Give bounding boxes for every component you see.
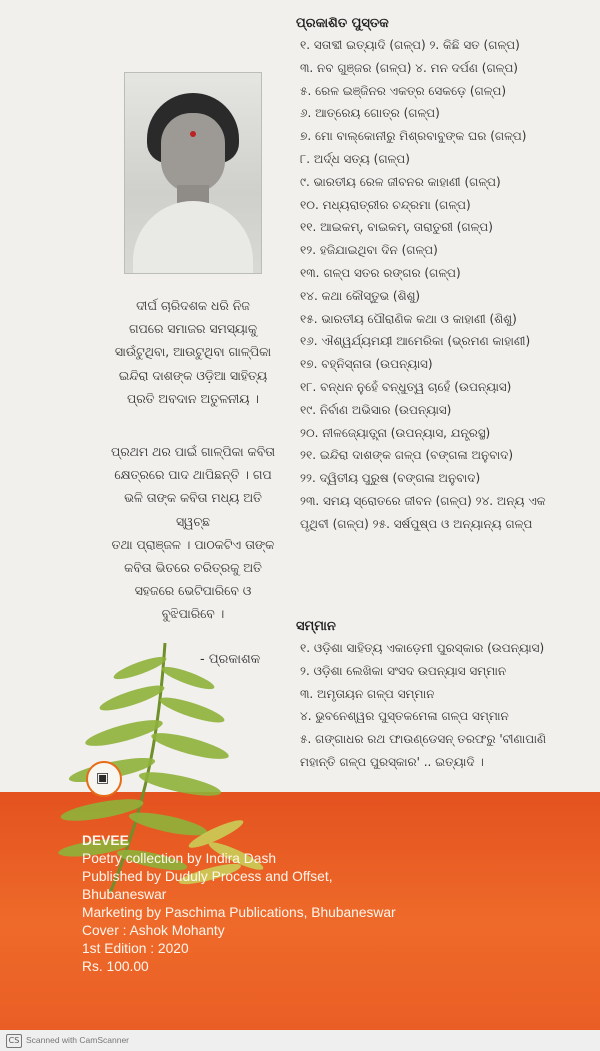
book-item: ୧୨. ହଜିଯାଇଥିବା ଦିନ (ଗଳ୍ପ) bbox=[300, 243, 438, 258]
book-item: ୧୦. ମଧ୍ୟରାତ୍ରୀର ଚନ୍ଦ୍ରମା (ଗଳ୍ପ) bbox=[300, 197, 471, 212]
book-item: ୧୧. ଆଇକମ୍, ବାଇକମ୍, ତାରାତୁରୀ (ଗଳ୍ପ) bbox=[300, 220, 493, 235]
author-photo bbox=[124, 72, 262, 274]
book-item: ୫. ରେଳ ଇଞ୍ଜିନର ଏକତ୍ର ସେକଡ଼େ (ଗଳ୍ପ) bbox=[300, 83, 507, 98]
book-item: ୧. ସତାବ୍ଦୀ ଇତ୍ୟାଦି (ଗଳ୍ପ) ୨. କିଛି ସତ (ଗଳ୍ପ) bbox=[300, 38, 520, 52]
book-item: ୮. ଅର୍ଦ୍ଧ ସତ୍ୟ (ଗଳ୍ପ) bbox=[300, 151, 410, 166]
awards-heading: ସମ୍ମାନ bbox=[296, 619, 336, 634]
award-item: ୧. ଓଡ଼ିଶା ସାହିତ୍ୟ ଏକାଡ଼େମୀ ପୁରସ୍କାର (ଉପନ୍ୟାସ) bbox=[300, 641, 545, 655]
scanner-footer bbox=[0, 1030, 600, 1051]
publisher-signature: - ପ୍ରକାଶକ bbox=[200, 652, 261, 667]
book-item: ୭. ମୋ ବାଲ୍କୋନୀରୁ ମିଶ୍ରବାବୁଙ୍କ ଘର (ଗଳ୍ପ) bbox=[300, 129, 527, 144]
scanner-watermark-text: Scanned with CamScanner bbox=[26, 1035, 130, 1045]
book-item: ୧୬. ଐଶ୍ୱର୍ଯ୍ୟମୟୀ ଆମେରିକା (ଭ୍ରମଣ କାହାଣୀ) bbox=[300, 334, 531, 349]
credits-title: DEVEE bbox=[82, 833, 129, 848]
description-paragraph-1 bbox=[108, 294, 278, 410]
book-item: ୨୨. ଦ୍ୱିତୀୟ ପୁରୁଷ (ବଙ୍ଗଳା ଅନୁବାଦ) bbox=[300, 471, 481, 486]
credits-line: Marketing by Paschima Publications, Bhubaneswar bbox=[82, 905, 396, 920]
book-item: ୩. ନବ ଗୁଞ୍ଜର (ଗଳ୍ପ) ୪. ମନ ଦର୍ପଣ (ଗଳ୍ପ) bbox=[300, 60, 518, 75]
award-item: ୨. ଓଡ଼ିଶା ଲେଖିକା ସଂସଦ ଉପନ୍ୟାସ ସମ୍ମାନ bbox=[300, 663, 507, 678]
credits-line: Published by Duduly Process and Offset, bbox=[82, 869, 333, 884]
book-item: ୧୫. ଭାରତୀୟ ପୌରାଣିକ କଥା ଓ କାହାଣୀ (ଶିଶୁ) bbox=[300, 311, 517, 326]
published-books-section bbox=[296, 16, 592, 536]
award-item: ୩. ଅମୃତାୟନ ଗଳ୍ପ ସମ୍ମାନ bbox=[300, 686, 435, 701]
description-line: ପ୍ରଥମ ଥର ପାଇଁ ଗାଳ୍ପିକା କବିତା bbox=[110, 444, 275, 459]
book-item: ୧୩. ଗଳ୍ପ ସତର ରଙ୍ଗର (ଗଳ୍ପ) bbox=[300, 265, 461, 280]
book-item: ପୃଥିବୀ (ଗଳ୍ପ) ୨୫. ସର୍ଷପୁଷ୍ପ ଓ ଅନ୍ୟାନ୍ୟ ଗଳ୍ପ bbox=[300, 516, 533, 531]
description-line: ଗପରେ ସମାଜର ସମସ୍ୟାକୁ bbox=[128, 321, 258, 337]
description-line: କବିତା ଭିତରେ ଚରିତ୍ରକୁ ଅତି bbox=[124, 560, 262, 576]
description-line: ବୁଝିପାରିବେ । bbox=[161, 606, 225, 622]
book-item: ୧୪. କଥା କୌସ୍ତୁଭ (ଶିଶୁ) bbox=[300, 288, 421, 303]
book-item: ୨୩. ସମୟ ସ୍ରୋତରେ ଜୀବନ (ଗଳ୍ପ) ୨୪. ଅନ୍ୟ ଏକ bbox=[300, 493, 546, 508]
description-line: ସହଜରେ ଭେଟିପାରିବେ ଓ bbox=[134, 583, 252, 599]
awards-section bbox=[296, 619, 592, 774]
book-item: ୧୮. ବନ୍ଧନ ନୁହେଁ ବନ୍ଧୁତ୍ୱ ଚାହେଁ (ଉପନ୍ୟାସ) bbox=[300, 379, 512, 394]
description-line: ଭଳି ତାଙ୍କ କବିତା ମଧ୍ୟ ଅତି ସ୍ୱଚ୍ଛ bbox=[124, 490, 262, 529]
credits-line: Rs. 100.00 bbox=[82, 959, 149, 974]
credits-line: Bhubaneswar bbox=[82, 887, 167, 902]
award-item: ୫. ଗଙ୍ଗାଧର ରଥ ଫାଉଣ୍ଡେସନ୍ ତରଫରୁ 'ବୀଣାପାଣି bbox=[300, 732, 547, 747]
book-item: ୯. ଭାରତୀୟ ରେଳ ଜୀବନର କାହାଣୀ (ଗଳ୍ପ) bbox=[300, 174, 501, 189]
description-line: ପ୍ରତି ଅବଦାନ ଅତୁଳନୀୟ । bbox=[126, 390, 260, 406]
award-item: ୪. ଭୁବନେଶ୍ୱର ପୁସ୍ତକମେଳା ଗଳ୍ପ ସମ୍ମାନ bbox=[300, 709, 509, 724]
published-books-heading: ପ୍ରକାଶିତ ପୁସ୍ତକ bbox=[296, 16, 389, 31]
credits-line: 1st Edition : 2020 bbox=[82, 941, 189, 956]
description-line: ଇନ୍ଦିରା ଦାଶଙ୍କ ଓଡ଼ିଆ ସାହିତ୍ୟ bbox=[118, 367, 268, 383]
book-credits bbox=[82, 832, 396, 976]
book-item: ୧୭. ବହ୍ନିସ୍ନାତା (ଉପନ୍ୟାସ) bbox=[300, 357, 433, 372]
book-item: ୨୦. ନୀଳଜ୍ୟୋତ୍ସ୍ନା (ଉପନ୍ୟାସ, ଯନ୍ତ୍ରସ୍ଥ) bbox=[300, 425, 491, 440]
camscanner-logo-icon: CS bbox=[6, 1034, 22, 1048]
credits-line: Poetry collection by Indira Dash bbox=[82, 851, 277, 866]
description-line: ଦୀର୍ଘ ଚାରିଦଶକ ଧରି ନିଜ bbox=[136, 298, 250, 313]
description-line: ତଥା ପ୍ରାଞ୍ଜଳ । ପାଠକଟିଏ ତାଙ୍କ bbox=[111, 536, 275, 552]
award-item: ମହାନ୍ତି ଗଳ୍ପ ପୁରସ୍କାର' .. ଇତ୍ୟାଦି । bbox=[300, 754, 484, 769]
description-paragraph-2 bbox=[108, 440, 278, 626]
book-item: ୬. ଆତ୍ରେୟ ଗୋତ୍ର (ଗଳ୍ପ) bbox=[300, 106, 440, 121]
description-line: କ୍ଷେତ୍ରରେ ପାଦ ଥାପିଛନ୍ତି । ଗପ bbox=[114, 467, 272, 483]
credits-line: Cover : Ashok Mohanty bbox=[82, 923, 225, 938]
book-item: ୧୯. ନିର୍ବାଣ ଅଭିସାର (ଉପନ୍ୟାସ) bbox=[300, 402, 452, 417]
publisher-logo-icon: ▣ bbox=[86, 761, 122, 797]
book-item: ୨୧. ଇନ୍ଦିରା ଦାଶଙ୍କ ଗଳ୍ପ (ବଙ୍ଗଳା ଅନୁବାଦ) bbox=[300, 448, 514, 463]
description-line: ସାଉଁଟୁଥିବା, ଆଉଟୁଥିବା ଗାଳ୍ପିକା bbox=[114, 344, 272, 360]
